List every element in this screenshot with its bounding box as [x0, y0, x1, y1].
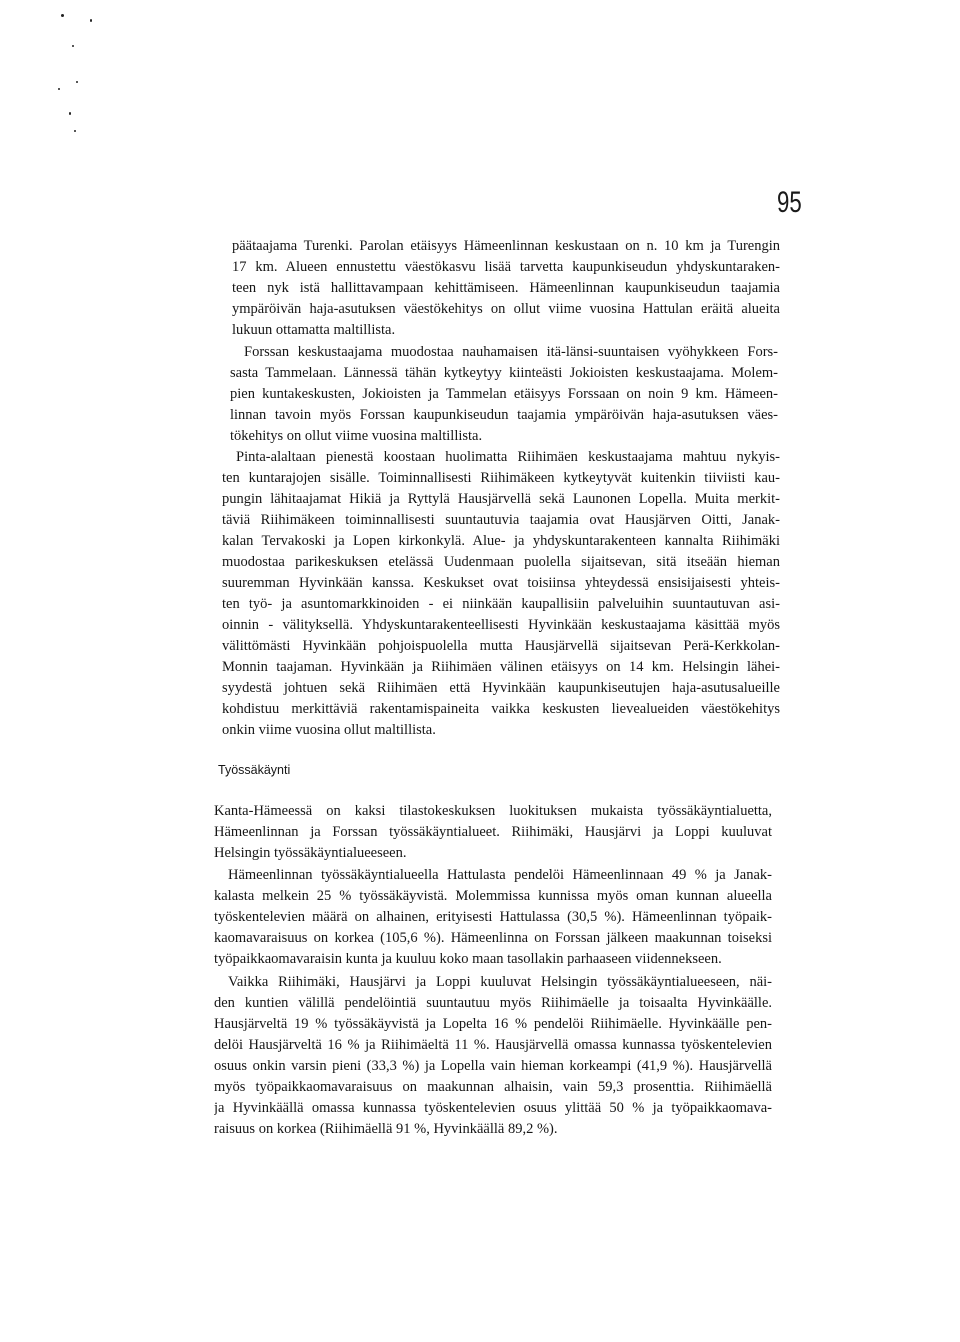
text-line: kalan Tervakoski ja Lopen kirkonkylä. Alue- ja yhdyskuntarakenteen kannalta Riihimäki	[222, 533, 780, 549]
paragraph	[232, 236, 780, 341]
text-line: välittömästi Hyvinkään pohjoispuolella mutta Hausjärvellä sijaitsevan Perä-Kerkkolan-	[222, 638, 780, 654]
text-line: den kuntien välillä pendelöintiä suuntautuu myös Riihimäelle ja toisaalta Hyvinkäälle.	[214, 995, 772, 1011]
text-line: ja Hyvinkäällä omassa kunnassa työskentelevien osuus ylittää 50 % ja työpaikkaomava-	[214, 1100, 772, 1116]
text-line: lukuun ottamatta maltillista.	[232, 322, 396, 338]
paragraph	[222, 447, 780, 741]
text-line: linnan tavoin myös Forssan kaupunkiseudun taajamia ympäröivän haja-asutuksen väes-	[230, 407, 778, 423]
scan-speck	[90, 19, 92, 22]
section-heading: Työssäkäynti	[218, 763, 291, 777]
scan-speck	[76, 81, 78, 83]
text-line: ympäröivän haja-asutuksen väestökehitys on ollut viime vuosina Hattulan eräitä alueita	[232, 301, 780, 317]
scan-speck	[69, 112, 71, 115]
text-line: täviä Riihimäkeen toiminnallisesti suuntautuvia taajamia ovat Hausjärven Oitti, Janak-	[222, 512, 780, 528]
text-line: onkin viime vuosina ollut maltillista.	[222, 722, 436, 738]
text-line: Hämeenlinnan ja Forssan työssäkäyntialueet. Riihimäki, Hausjärvi ja Loppi kuuluvat	[214, 824, 772, 840]
text-line: Helsingin työssäkäyntialueeseen.	[214, 845, 407, 861]
text-line: Vaikka Riihimäki, Hausjärvi ja Loppi kuuluvat Helsingin työssäkäyntialueeseen, näi-	[228, 974, 772, 990]
text-line: työpaikkaomavaraisin kunta ja kuuluu koko maan tasollakin parhaaseen viidennekseen.	[214, 951, 722, 967]
text-line: Hämeenlinnan työssäkäyntialueella Hattulasta pendelöi Hämeenlinnaan 49 % ja Janak-	[228, 867, 772, 883]
paragraph	[230, 342, 778, 447]
text-line: suuremman Hyvinkään kanssa. Keskukset ovat toisiinsa yhteydessä ensisijaisesti yhteis-	[222, 575, 780, 591]
text-line: kohdistuu merkittäviä rakentamispaineita vaikka keskusten lievealueiden väestökehitys	[222, 701, 780, 717]
paragraph	[214, 972, 772, 1140]
text-line: delöi Hausjärveltä 16 % ja Riihimäeltä 11 %. Hausjärvellä omassa kunnassa työskentelevien	[214, 1037, 772, 1053]
text-line: sasta Tammelaan. Lännessä tähän kytkeytyy kiinteästi Jokioisten keskustaajama. Molem-	[230, 365, 778, 381]
text-line: pungin lähitaajamat Hikiä ja Ryttylä Hausjärvellä sekä Launonen Lopella. Muita merkit-	[222, 491, 780, 507]
text-line: Forssan keskustaajama muodostaa nauhamaisen itä-länsi-suuntaisen vyöhykkeen Fors-	[244, 344, 778, 360]
text-line: päätaajama Turenki. Parolan etäisyys Hämeenlinnan keskustaan on n. 10 km ja Turengin	[232, 238, 780, 254]
text-line: Kanta-Hämeessä on kaksi tilastokeskuksen luokituksen mukaista työssäkäyntialuetta,	[214, 803, 772, 819]
text-line: syydestä johtuen sekä Riihimäen että Hyvinkään kaupunkiseutujen haja-asutusalueille	[222, 680, 780, 696]
text-line: tökehitys on ollut viime vuosina maltillista.	[230, 428, 483, 444]
scan-speck	[61, 14, 64, 17]
text-line: myös työpaikkaomavaraisuus on maakunnan alhaisin, vain 59,3 prosenttia. Riihimäellä	[214, 1079, 772, 1095]
page-number: 95	[777, 186, 802, 219]
text-line: ten työ- ja asuntomarkkinoiden - ei niinkään kaupallisiin palveluihin suuntautuvan asi-	[222, 596, 780, 612]
text-line: teen nyk istä hallittavampaan kehittämiseen. Hämeenlinnan kaupunkiseudun taajamia	[232, 280, 780, 296]
text-line: pien kuntakeskusten, Jokioisten ja Tammelan etäisyys Forssaan on noin 9 km. Hämeen-	[230, 386, 778, 402]
text-line: Monnin taajaman. Hyvinkään ja Riihimäen välinen etäisyys on 14 km. Helsingin lähei-	[222, 659, 780, 675]
text-line: kalasta melkein 25 % työssäkäyvistä. Molemmissa kunnissa myös oman kunnan alueella	[214, 888, 772, 904]
text-line: muodostaa parikeskuksen etelässä Uudenmaan puolella sijaitsevan, sitä itseään hieman	[222, 554, 780, 570]
paragraph	[214, 801, 772, 864]
text-line: oinnin - välityksellä. Yhdyskuntarakenteellisesti Hyvinkään keskustaajama käsittää myös	[222, 617, 780, 633]
text-line: Hausjärveltä 19 % työssäkäyvistä ja Lopelta 16 % pendelöi Riihimäelle. Hyvinkäälle pen-	[214, 1016, 772, 1032]
text-line: 17 km. Alueen ennustettu väestökasvu lisää tarvetta kaupunkiseudun yhdyskuntaraken-	[232, 259, 780, 275]
scan-speck	[72, 45, 74, 47]
text-line: työskentelevien määrä on alhainen, erityisesti Hattulassa (30,5 %). Hämeenlinnan työpaik-	[214, 909, 772, 925]
text-line: kaomavaraisuus on korkea (105,6 %). Hämeenlinna on Forssan jälkeen maakunnan toiseksi	[214, 930, 772, 946]
scan-speck	[74, 130, 76, 132]
paragraph	[214, 865, 772, 970]
text-line: ten kuntarajojen sisälle. Toiminnallisesti Riihimäkeen kytkeytyvät kuitenkin tiiviisti kau-	[222, 470, 780, 486]
text-line: Pinta-alaltaan pienestä koostaan huolimatta Riihimäen keskustaajama mahtuu nykyis-	[236, 449, 780, 465]
text-line: raisuus on korkea (Riihimäellä 91 %, Hyvinkäällä 89,2 %).	[214, 1121, 558, 1137]
scan-speck	[58, 88, 60, 90]
text-line: osuus onkin varsin pieni (33,3 %) ja Lopella vain hieman korkeampi (41,9 %). Hausjärvellä	[214, 1058, 772, 1074]
